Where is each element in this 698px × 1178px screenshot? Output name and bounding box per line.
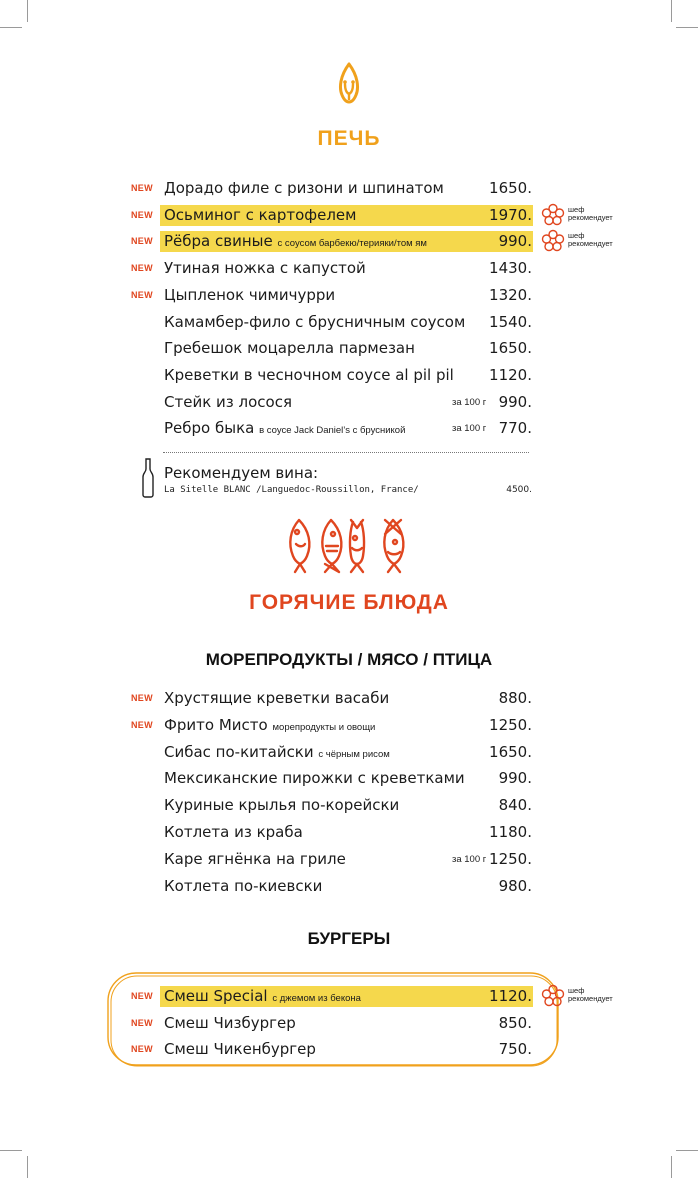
dish-price: 1120. [489, 365, 532, 384]
dish-price: 770. [498, 419, 532, 438]
crop-mark [676, 1150, 698, 1151]
dish-note: с соусом барбекю/терияки/том ям [277, 238, 427, 250]
dish-name [164, 339, 415, 357]
dish-name [164, 206, 356, 224]
dish-title: Смеш Чизбургер [164, 1013, 296, 1032]
section-title-hot: ГОРЯЧИЕ БЛЮДА [249, 591, 449, 614]
chef-label: шеф рекомендует [568, 231, 613, 249]
dish-price: 840. [498, 796, 532, 815]
menu-row [0, 688, 698, 710]
dish-note: с джемом из бекона [272, 993, 361, 1004]
unit-label: за 100 г [452, 423, 487, 435]
dish-title: Каре ягнёнка на гриле [164, 849, 346, 868]
menu-row [0, 338, 698, 360]
divider [163, 452, 529, 453]
new-badge: NEW [131, 183, 153, 193]
crop-mark [27, 1156, 28, 1178]
dish-name [164, 877, 322, 895]
dish-name [164, 769, 465, 787]
menu-row [0, 285, 698, 307]
menu-row [0, 1039, 698, 1061]
dish-title: Ребро быка [164, 419, 255, 438]
wine-line: La Sitelle BLANC /Languedoc-Roussillon, France/ [164, 485, 419, 495]
menu-row [0, 178, 698, 200]
new-badge: NEW [131, 263, 153, 274]
dish-note: морепродукты и овощи [272, 721, 376, 733]
dish-name [164, 313, 465, 331]
dish-title: Стейк из лосося [164, 392, 292, 411]
dish-price: 1250. [489, 715, 532, 734]
dish-title: Хрустящие креветки васаби [164, 689, 390, 707]
dish-price: 1430. [489, 259, 532, 278]
new-badge: NEW [131, 1044, 153, 1054]
dish-name [164, 259, 366, 277]
unit-label: за 100 г [452, 396, 487, 408]
menu-row [0, 768, 698, 790]
menu-row [0, 205, 698, 227]
dish-name [164, 393, 292, 411]
menu-row [0, 312, 698, 334]
menu-row [0, 1013, 698, 1035]
chef-recommends [541, 229, 651, 255]
dish-name [164, 286, 335, 304]
wine-bottle-icon [141, 458, 155, 498]
menu-row [0, 365, 698, 387]
dish-name [164, 743, 390, 761]
menu-row [0, 392, 698, 414]
chef-flower-icon [541, 229, 565, 253]
dish-name [164, 823, 303, 841]
new-badge: NEW [131, 1017, 153, 1028]
dish-price: 1970. [489, 205, 532, 224]
dish-title: Сибас по-китайски [164, 742, 314, 761]
wine-price: 4500. [506, 485, 532, 495]
dish-price: 750. [498, 1040, 532, 1058]
section-subtitle-hot: МОРЕПРОДУКТЫ / МЯСО / ПТИЦА [205, 650, 493, 669]
dish-title: Смеш Чикенбургер [164, 1040, 316, 1058]
chef-flower-icon [541, 984, 565, 1008]
dish-title: Утиная ножка с капустой [164, 259, 366, 278]
dish-name [164, 850, 346, 868]
menu-row [0, 715, 698, 737]
dish-price: 1650. [489, 179, 532, 197]
dish-price: 990. [498, 769, 532, 788]
fish-group-icon [285, 516, 415, 576]
menu-row [0, 849, 698, 871]
chef-recommends [541, 203, 651, 229]
chef-flower-icon [541, 203, 565, 227]
menu-row [0, 822, 698, 844]
dish-price: 990. [498, 232, 532, 251]
menu-row [0, 876, 698, 898]
dish-name [164, 366, 454, 384]
dish-price: 1250. [489, 849, 532, 868]
dish-title: Креветки в чесночном соусе al pil pil [164, 365, 454, 384]
new-badge: NEW [131, 236, 153, 247]
dish-name [164, 179, 444, 197]
dish-price: 1180. [489, 823, 532, 841]
dish-name [164, 1014, 296, 1032]
dish-name [164, 987, 361, 1005]
dish-note: с чёрным рисом [318, 748, 390, 760]
dish-title: Цыпленок чимичурри [164, 285, 336, 304]
crop-mark [27, 0, 28, 22]
menu-row [0, 795, 698, 817]
dish-title: Котлета по-киевски [164, 876, 323, 895]
dish-title: Котлета из краба [164, 823, 303, 841]
dish-price: 980. [498, 876, 532, 895]
dish-price: 1120. [489, 987, 532, 1005]
dish-title: Фрито Мисто [164, 715, 268, 734]
crop-mark [676, 27, 698, 28]
dish-price: 990. [498, 392, 532, 411]
flame-icon [334, 62, 364, 106]
dish-title: Рёбра свиные [164, 232, 273, 251]
new-badge: NEW [131, 209, 153, 220]
crop-mark [671, 0, 672, 22]
crop-mark [671, 1156, 672, 1178]
dish-title: Осьминог с картофелем [164, 205, 357, 224]
section-title-pech: ПЕЧЬ [317, 127, 381, 150]
dish-name [164, 796, 399, 814]
chef-label: шеф рекомендует [568, 986, 613, 1003]
wine-label: Рекомендуем вина: [164, 464, 319, 482]
dish-name [164, 689, 389, 707]
dish-note: в соусе Jack Daniel’s с брусникой [259, 425, 406, 437]
section-title-burgers: БУРГЕРЫ [307, 929, 391, 948]
unit-label: за 100 г [452, 853, 487, 865]
dish-name [164, 716, 375, 734]
new-badge: NEW [131, 719, 153, 730]
dish-title: Мексиканские пирожки с креветками [164, 769, 465, 788]
dish-title: Дорадо филе с ризони и шпинатом [164, 179, 444, 197]
dish-price: 1650. [489, 742, 532, 761]
crop-mark [0, 27, 22, 28]
menu-row [0, 418, 698, 440]
dish-title: Куриные крылья по-корейски [164, 796, 400, 815]
dish-title: Гребешок моцарелла пармезан [164, 339, 415, 358]
menu-row [0, 231, 698, 253]
chef-recommends [541, 984, 651, 1010]
new-badge: NEW [131, 991, 153, 1001]
new-badge: NEW [131, 289, 153, 300]
dish-name [164, 1040, 316, 1058]
dish-name [164, 419, 405, 437]
menu-row [0, 258, 698, 280]
dish-price: 880. [498, 689, 532, 707]
dish-title: Камамбер-фило с брусничным соусом [164, 312, 466, 331]
crop-mark [0, 1150, 22, 1151]
dish-price: 850. [498, 1013, 532, 1032]
dish-price: 1650. [489, 339, 532, 358]
dish-price: 1320. [489, 285, 532, 304]
dish-price: 1540. [489, 312, 532, 331]
dish-name [164, 232, 427, 250]
menu-row [0, 986, 698, 1008]
chef-label: шеф рекомендует [568, 204, 613, 222]
dish-title: Смеш Special [164, 987, 268, 1005]
menu-row [0, 742, 698, 764]
new-badge: NEW [131, 693, 153, 703]
